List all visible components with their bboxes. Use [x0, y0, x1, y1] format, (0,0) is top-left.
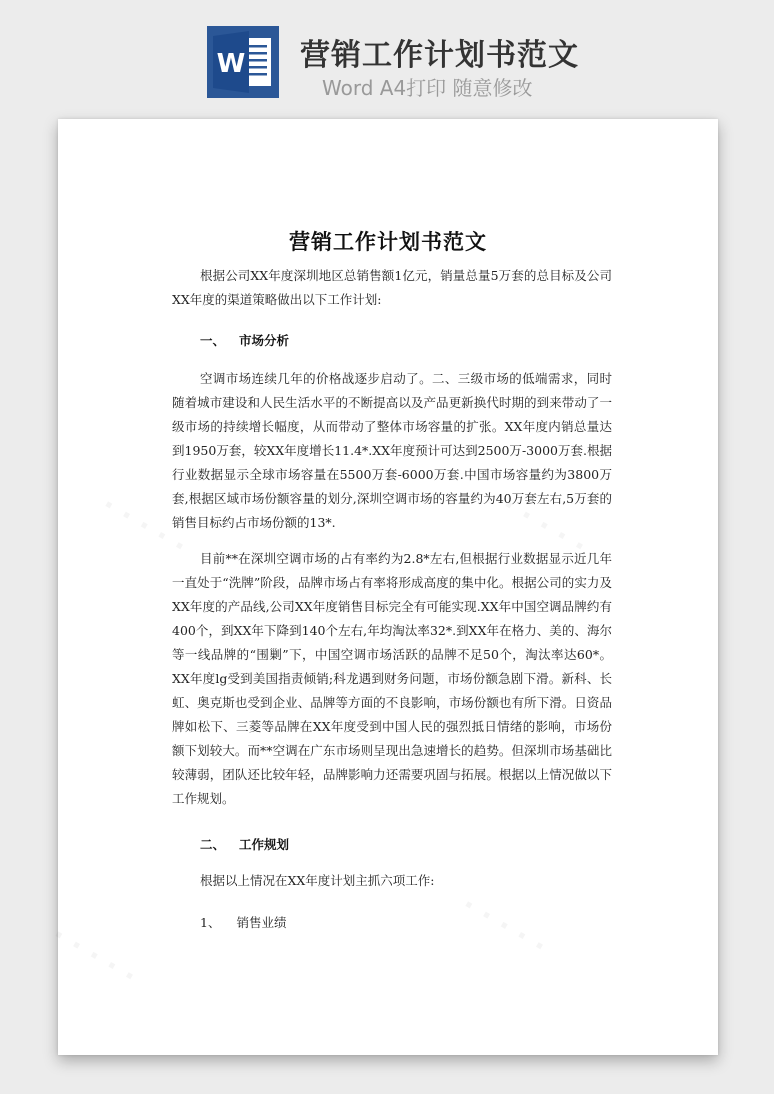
watermark: · · · · · [95, 488, 193, 563]
section-heading-market-analysis [200, 331, 289, 349]
banner-subtitle: Word A4打印 随意修改 [322, 76, 533, 100]
document-title: 营销工作计划书范文 [289, 229, 487, 254]
word-logo-letter: W [216, 49, 246, 79]
banner-title: 营销工作计划书范文 [300, 38, 579, 73]
watermark: · · · · · [495, 488, 593, 563]
section-title: 市场分析 [239, 333, 290, 348]
document-page [45, 119, 718, 1055]
word-icon [207, 26, 279, 98]
list-item-number: 1、 [200, 915, 221, 930]
market-analysis-paragraph-1: 空调市场连续几年的价格战逐步启动了。二、三级市场的低端需求，同时随着城市建设和人民生活水平的不断提高以及产品更新换代时期的到来带动了一级市场的持续增长幅度，从而带动了整体市场容量的扩张。XX年度内销总量达到1950万套，较XX年度增长11.4*.XX年度预计可达到2500万-3000万套.根据行业数据显示全球市场容量在5500万套-6000万套.中国市场容量约为3800万套,根据区域市场份额容量的划分,深圳空调市场的容量约为40万套左右,5万套的销售目标约占市场份额的13*. [172, 371, 612, 530]
work-plan-paragraph: 根据以上情况在XX年度计划主抓六项工作: [200, 873, 435, 888]
list-item [200, 913, 286, 931]
section-heading-work-plan [200, 835, 289, 853]
intro-paragraph: 根据公司XX年度深圳地区总销售额1亿元，销量总量5万套的总目标及公司XX年度的渠道策略做出以下工作计划: [172, 268, 612, 307]
list-item-text: 销售业绩 [236, 915, 287, 930]
market-analysis-paragraph-2: 目前**在深圳空调市场的占有率约为2.8*左右,但根据行业数据显示近几年一直处于“洗牌”阶段，品牌市场占有率将形成高度的集中化。根据公司的实力及XX年度的产品线,公司XX年度销售目标完全有可能实现.XX年中国空调品牌约有400个，到XX年下降到140个左右,年均淘汰率32*.到XX年在格力、美的、海尔等一线品牌的“围剿”下，中国空调市场活跃的品牌不足50个，淘汰率达60*。XX年度lg受到美国指责倾销;科龙遇到财务问题，市场份额急剧下滑。新科、长虹、奥克斯也受到企业、品牌等方面的不良影响，市场份额也有所下滑。日资品牌如松下、三菱等品牌在XX年度受到中国人民的强烈抵日情绪的影响，市场份额下划较大。而**空调在广东市场则呈现出急速增长的趋势。但深圳市场基础比较薄弱，团队还比较年轻，品牌影响力还需要巩固与拓展。根据以上情况做以下工作规划。 [172, 551, 612, 806]
section-title: 工作规划 [239, 837, 290, 852]
section-number: 二、 [200, 837, 226, 852]
section-number: 一、 [200, 333, 226, 348]
watermark: · · · · · [45, 918, 143, 993]
banner [0, 0, 774, 110]
watermark: · · · · · [455, 888, 553, 963]
